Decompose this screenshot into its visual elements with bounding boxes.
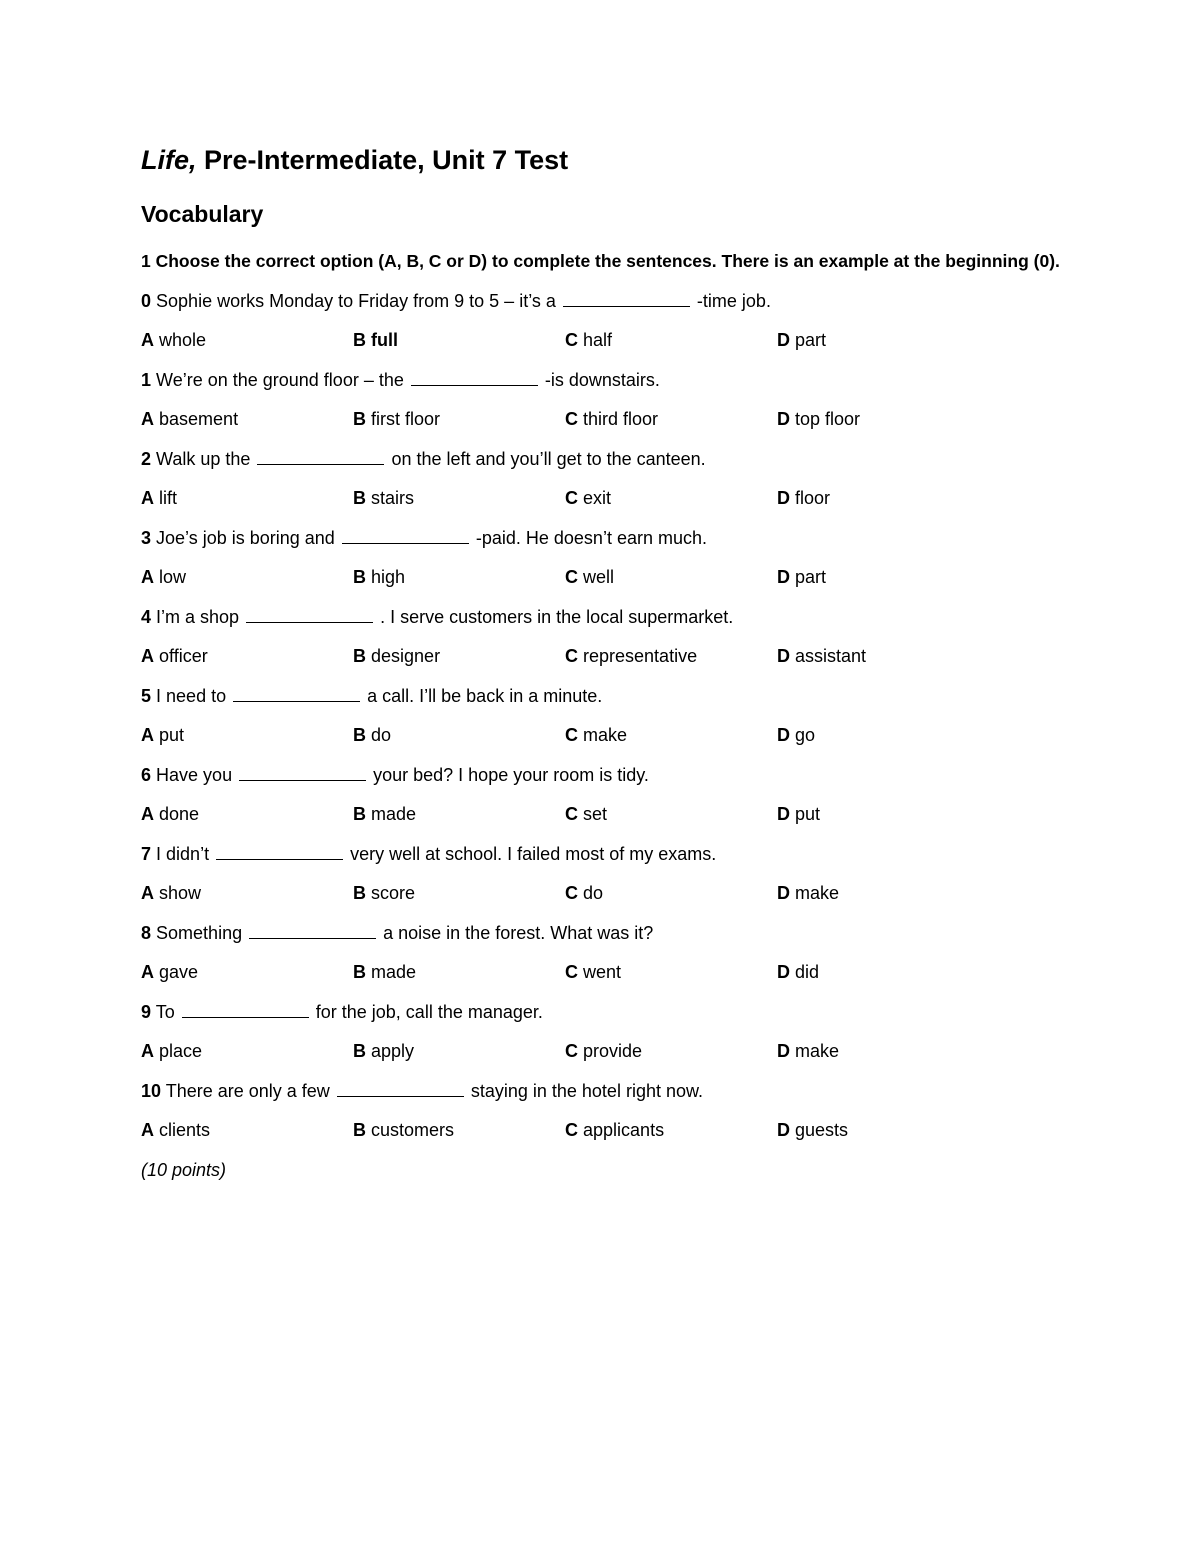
question-number: 10	[141, 1080, 162, 1101]
option-letter: B	[353, 883, 366, 903]
option-letter: A	[141, 804, 154, 824]
answer-option[interactable]	[777, 1111, 989, 1151]
option-letter: D	[777, 725, 790, 745]
page-title	[141, 140, 1061, 184]
answer-options	[141, 795, 1061, 835]
answer-option[interactable]	[353, 558, 565, 598]
answer-options	[141, 953, 1061, 993]
answer-option[interactable]	[141, 716, 353, 756]
option-text: basement	[159, 409, 239, 429]
option-text: went	[583, 962, 622, 982]
answer-option[interactable]	[777, 479, 989, 519]
question-text-before: Have you	[156, 764, 233, 785]
question-sentence	[141, 677, 1061, 717]
option-letter: A	[141, 646, 154, 666]
answer-option[interactable]	[565, 795, 777, 835]
answer-options	[141, 716, 1061, 756]
option-text: assistant	[795, 646, 867, 666]
question-list	[141, 282, 1061, 1151]
option-letter: B	[353, 962, 366, 982]
answer-option[interactable]	[565, 1032, 777, 1072]
answer-option[interactable]	[141, 637, 353, 677]
option-letter: C	[565, 804, 578, 824]
answer-option[interactable]	[565, 716, 777, 756]
option-text: lift	[159, 488, 178, 508]
option-text: officer	[159, 646, 208, 666]
answer-option[interactable]	[565, 558, 777, 598]
answer-blank[interactable]	[257, 446, 384, 465]
question-text-after: -time job.	[696, 290, 771, 311]
answer-option[interactable]	[565, 874, 777, 914]
answer-option[interactable]	[353, 479, 565, 519]
option-text: floor	[795, 488, 831, 508]
option-text: customers	[371, 1120, 455, 1140]
option-text: high	[371, 567, 406, 587]
option-letter: B	[353, 1120, 366, 1140]
question-text-after: very well at school. I failed most of my exams.	[350, 843, 717, 864]
question-number: 8	[141, 922, 152, 943]
answer-blank[interactable]	[233, 683, 360, 702]
answer-option[interactable]	[141, 1111, 353, 1151]
answer-option[interactable]	[777, 558, 989, 598]
option-text: part	[795, 330, 827, 350]
question-sentence	[141, 440, 1061, 480]
question-sentence	[141, 756, 1061, 796]
question-text-after: for the job, call the manager.	[315, 1001, 543, 1022]
option-letter: C	[565, 962, 578, 982]
option-text: make	[583, 725, 628, 745]
answer-option[interactable]	[353, 637, 565, 677]
option-text: place	[159, 1041, 203, 1061]
question-number: 0	[141, 290, 152, 311]
answer-blank[interactable]	[182, 999, 309, 1018]
option-text: part	[795, 567, 827, 587]
question-sentence	[141, 361, 1061, 401]
question-text-after: a noise in the forest. What was it?	[383, 922, 654, 943]
question-text-after: -paid. He doesn’t earn much.	[475, 527, 707, 548]
question-text-after: on the left and you’ll get to the canteen.	[391, 448, 706, 469]
option-letter: B	[353, 646, 366, 666]
option-letter: B	[353, 330, 366, 350]
section-heading: Vocabulary	[141, 201, 264, 227]
question-sentence	[141, 282, 1061, 322]
answer-options	[141, 479, 1061, 519]
answer-option[interactable]	[353, 953, 565, 993]
option-letter: B	[353, 488, 366, 508]
option-text: half	[583, 330, 613, 350]
option-letter: D	[777, 488, 790, 508]
question-number: 4	[141, 606, 152, 627]
question-sentence	[141, 598, 1061, 638]
option-letter: B	[353, 409, 366, 429]
option-letter: D	[777, 1041, 790, 1061]
answer-option[interactable]	[777, 795, 989, 835]
option-letter: A	[141, 725, 154, 745]
question-number: 9	[141, 1001, 152, 1022]
question-text-after: -is downstairs.	[544, 369, 660, 390]
question-text-before: Joe’s job is boring and	[156, 527, 335, 548]
option-text: guests	[795, 1120, 849, 1140]
option-letter: C	[565, 883, 578, 903]
answer-option[interactable]	[141, 1032, 353, 1072]
answer-blank[interactable]	[411, 367, 538, 386]
option-text: gave	[159, 962, 199, 982]
option-letter: C	[565, 330, 578, 350]
option-letter: A	[141, 488, 154, 508]
answer-blank[interactable]	[216, 841, 343, 860]
question-text-after: your bed? I hope your room is tidy.	[373, 764, 649, 785]
question-number: 3	[141, 527, 152, 548]
option-text: put	[795, 804, 821, 824]
option-letter: D	[777, 567, 790, 587]
test-page	[141, 140, 1061, 1190]
answer-option[interactable]	[565, 479, 777, 519]
answer-option[interactable]	[141, 400, 353, 440]
question-text-before: I’m a shop	[156, 606, 240, 627]
option-letter: D	[777, 409, 790, 429]
option-letter: B	[353, 804, 366, 824]
answer-option[interactable]	[565, 953, 777, 993]
answer-option[interactable]	[565, 400, 777, 440]
question-number: 5	[141, 685, 152, 706]
option-text: stairs	[371, 488, 415, 508]
option-letter: C	[565, 1041, 578, 1061]
answer-options	[141, 558, 1061, 598]
option-letter: B	[353, 567, 366, 587]
option-text: done	[159, 804, 200, 824]
option-letter: C	[565, 409, 578, 429]
answer-options	[141, 637, 1061, 677]
option-text: make	[795, 1041, 840, 1061]
question-text-after: . I serve customers in the local supermarket.	[380, 606, 734, 627]
question-text-before: To	[155, 1001, 175, 1022]
answer-option[interactable]	[353, 1032, 565, 1072]
option-text: designer	[371, 646, 441, 666]
option-text: first floor	[371, 409, 441, 429]
option-letter: A	[141, 1041, 154, 1061]
option-text: apply	[371, 1041, 415, 1061]
answer-blank[interactable]	[337, 1078, 464, 1097]
answer-option[interactable]	[777, 1032, 989, 1072]
option-text: low	[159, 567, 187, 587]
question-text-before: Walk up the	[156, 448, 251, 469]
option-text: put	[159, 725, 185, 745]
question-number: 6	[141, 764, 152, 785]
option-letter: C	[565, 725, 578, 745]
option-letter: D	[777, 330, 790, 350]
option-text: applicants	[583, 1120, 665, 1140]
answer-blank[interactable]	[249, 920, 376, 939]
option-letter: A	[141, 330, 154, 350]
option-text: do	[371, 725, 392, 745]
option-letter: A	[141, 962, 154, 982]
answer-options	[141, 1032, 1061, 1072]
question-text-after: staying in the hotel right now.	[470, 1080, 703, 1101]
answer-option[interactable]	[777, 716, 989, 756]
answer-option[interactable]	[353, 874, 565, 914]
option-text: well	[583, 567, 615, 587]
option-text: do	[583, 883, 604, 903]
answer-blank[interactable]	[563, 288, 690, 307]
answer-option[interactable]	[141, 479, 353, 519]
question-number: 7	[141, 843, 152, 864]
option-letter: C	[565, 646, 578, 666]
answer-options	[141, 321, 1061, 361]
option-letter: A	[141, 1120, 154, 1140]
answer-options	[141, 1111, 1061, 1151]
option-letter: A	[141, 883, 154, 903]
option-letter: D	[777, 883, 790, 903]
question-sentence	[141, 835, 1061, 875]
answer-option[interactable]	[777, 637, 989, 677]
points-note: (10 points)	[141, 1159, 227, 1180]
answer-option[interactable]	[141, 874, 353, 914]
answer-option[interactable]	[565, 321, 777, 361]
option-text: go	[795, 725, 816, 745]
option-letter: C	[565, 567, 578, 587]
answer-option[interactable]	[141, 321, 353, 361]
question-text-before: There are only a few	[165, 1080, 330, 1101]
option-text: full	[371, 330, 399, 350]
answer-option[interactable]	[565, 1111, 777, 1151]
answer-option[interactable]	[353, 795, 565, 835]
option-text: third floor	[583, 409, 659, 429]
question-text-before: I didn’t	[156, 843, 210, 864]
option-letter: C	[565, 488, 578, 508]
question-sentence	[141, 1072, 1061, 1112]
option-text: set	[583, 804, 608, 824]
option-text: score	[371, 883, 416, 903]
option-letter: A	[141, 567, 154, 587]
option-text: clients	[159, 1120, 211, 1140]
option-letter: B	[353, 1041, 366, 1061]
answer-option[interactable]	[353, 716, 565, 756]
answer-options	[141, 400, 1061, 440]
answer-blank[interactable]	[246, 604, 373, 623]
option-letter: C	[565, 1120, 578, 1140]
answer-option[interactable]	[777, 874, 989, 914]
option-text: made	[371, 962, 417, 982]
title-book-name: Life,	[141, 145, 197, 175]
option-text: make	[795, 883, 840, 903]
option-letter: D	[777, 804, 790, 824]
question-number: 1	[141, 369, 152, 390]
option-letter: D	[777, 962, 790, 982]
option-text: made	[371, 804, 417, 824]
question-sentence	[141, 519, 1061, 559]
answer-options	[141, 874, 1061, 914]
question-sentence	[141, 993, 1061, 1033]
answer-option[interactable]	[353, 400, 565, 440]
option-letter: D	[777, 646, 790, 666]
answer-blank[interactable]	[239, 762, 366, 781]
option-text: top floor	[795, 409, 861, 429]
question-number: 2	[141, 448, 152, 469]
option-text: representative	[583, 646, 698, 666]
answer-option[interactable]	[777, 321, 989, 361]
option-text: provide	[583, 1041, 643, 1061]
option-text: show	[159, 883, 202, 903]
option-text: did	[795, 962, 820, 982]
answer-blank[interactable]	[342, 525, 469, 544]
question-text-before: Something	[156, 922, 243, 943]
exercise-instructions: 1 Choose the correct option (A, B, C or D) to complete the sentences. There is an example at the beginning (0).	[141, 251, 1060, 271]
answer-option[interactable]	[141, 558, 353, 598]
answer-option[interactable]	[777, 953, 989, 993]
question-text-before: I need to	[156, 685, 227, 706]
title-rest: Pre-Intermediate, Unit 7 Test	[196, 145, 569, 175]
answer-option[interactable]	[141, 953, 353, 993]
option-text: whole	[159, 330, 207, 350]
answer-option[interactable]	[565, 637, 777, 677]
question-text-after: a call. I’ll be back in a minute.	[367, 685, 603, 706]
answer-option[interactable]	[353, 321, 565, 361]
answer-option[interactable]	[777, 400, 989, 440]
question-sentence	[141, 914, 1061, 954]
option-letter: B	[353, 725, 366, 745]
answer-option[interactable]	[141, 795, 353, 835]
option-letter: D	[777, 1120, 790, 1140]
question-text-before: We’re on the ground floor – the	[156, 369, 404, 390]
answer-option[interactable]	[353, 1111, 565, 1151]
option-text: exit	[583, 488, 612, 508]
question-text-before: Sophie works Monday to Friday from 9 to 5 – it’s a	[156, 290, 556, 311]
option-letter: A	[141, 409, 154, 429]
